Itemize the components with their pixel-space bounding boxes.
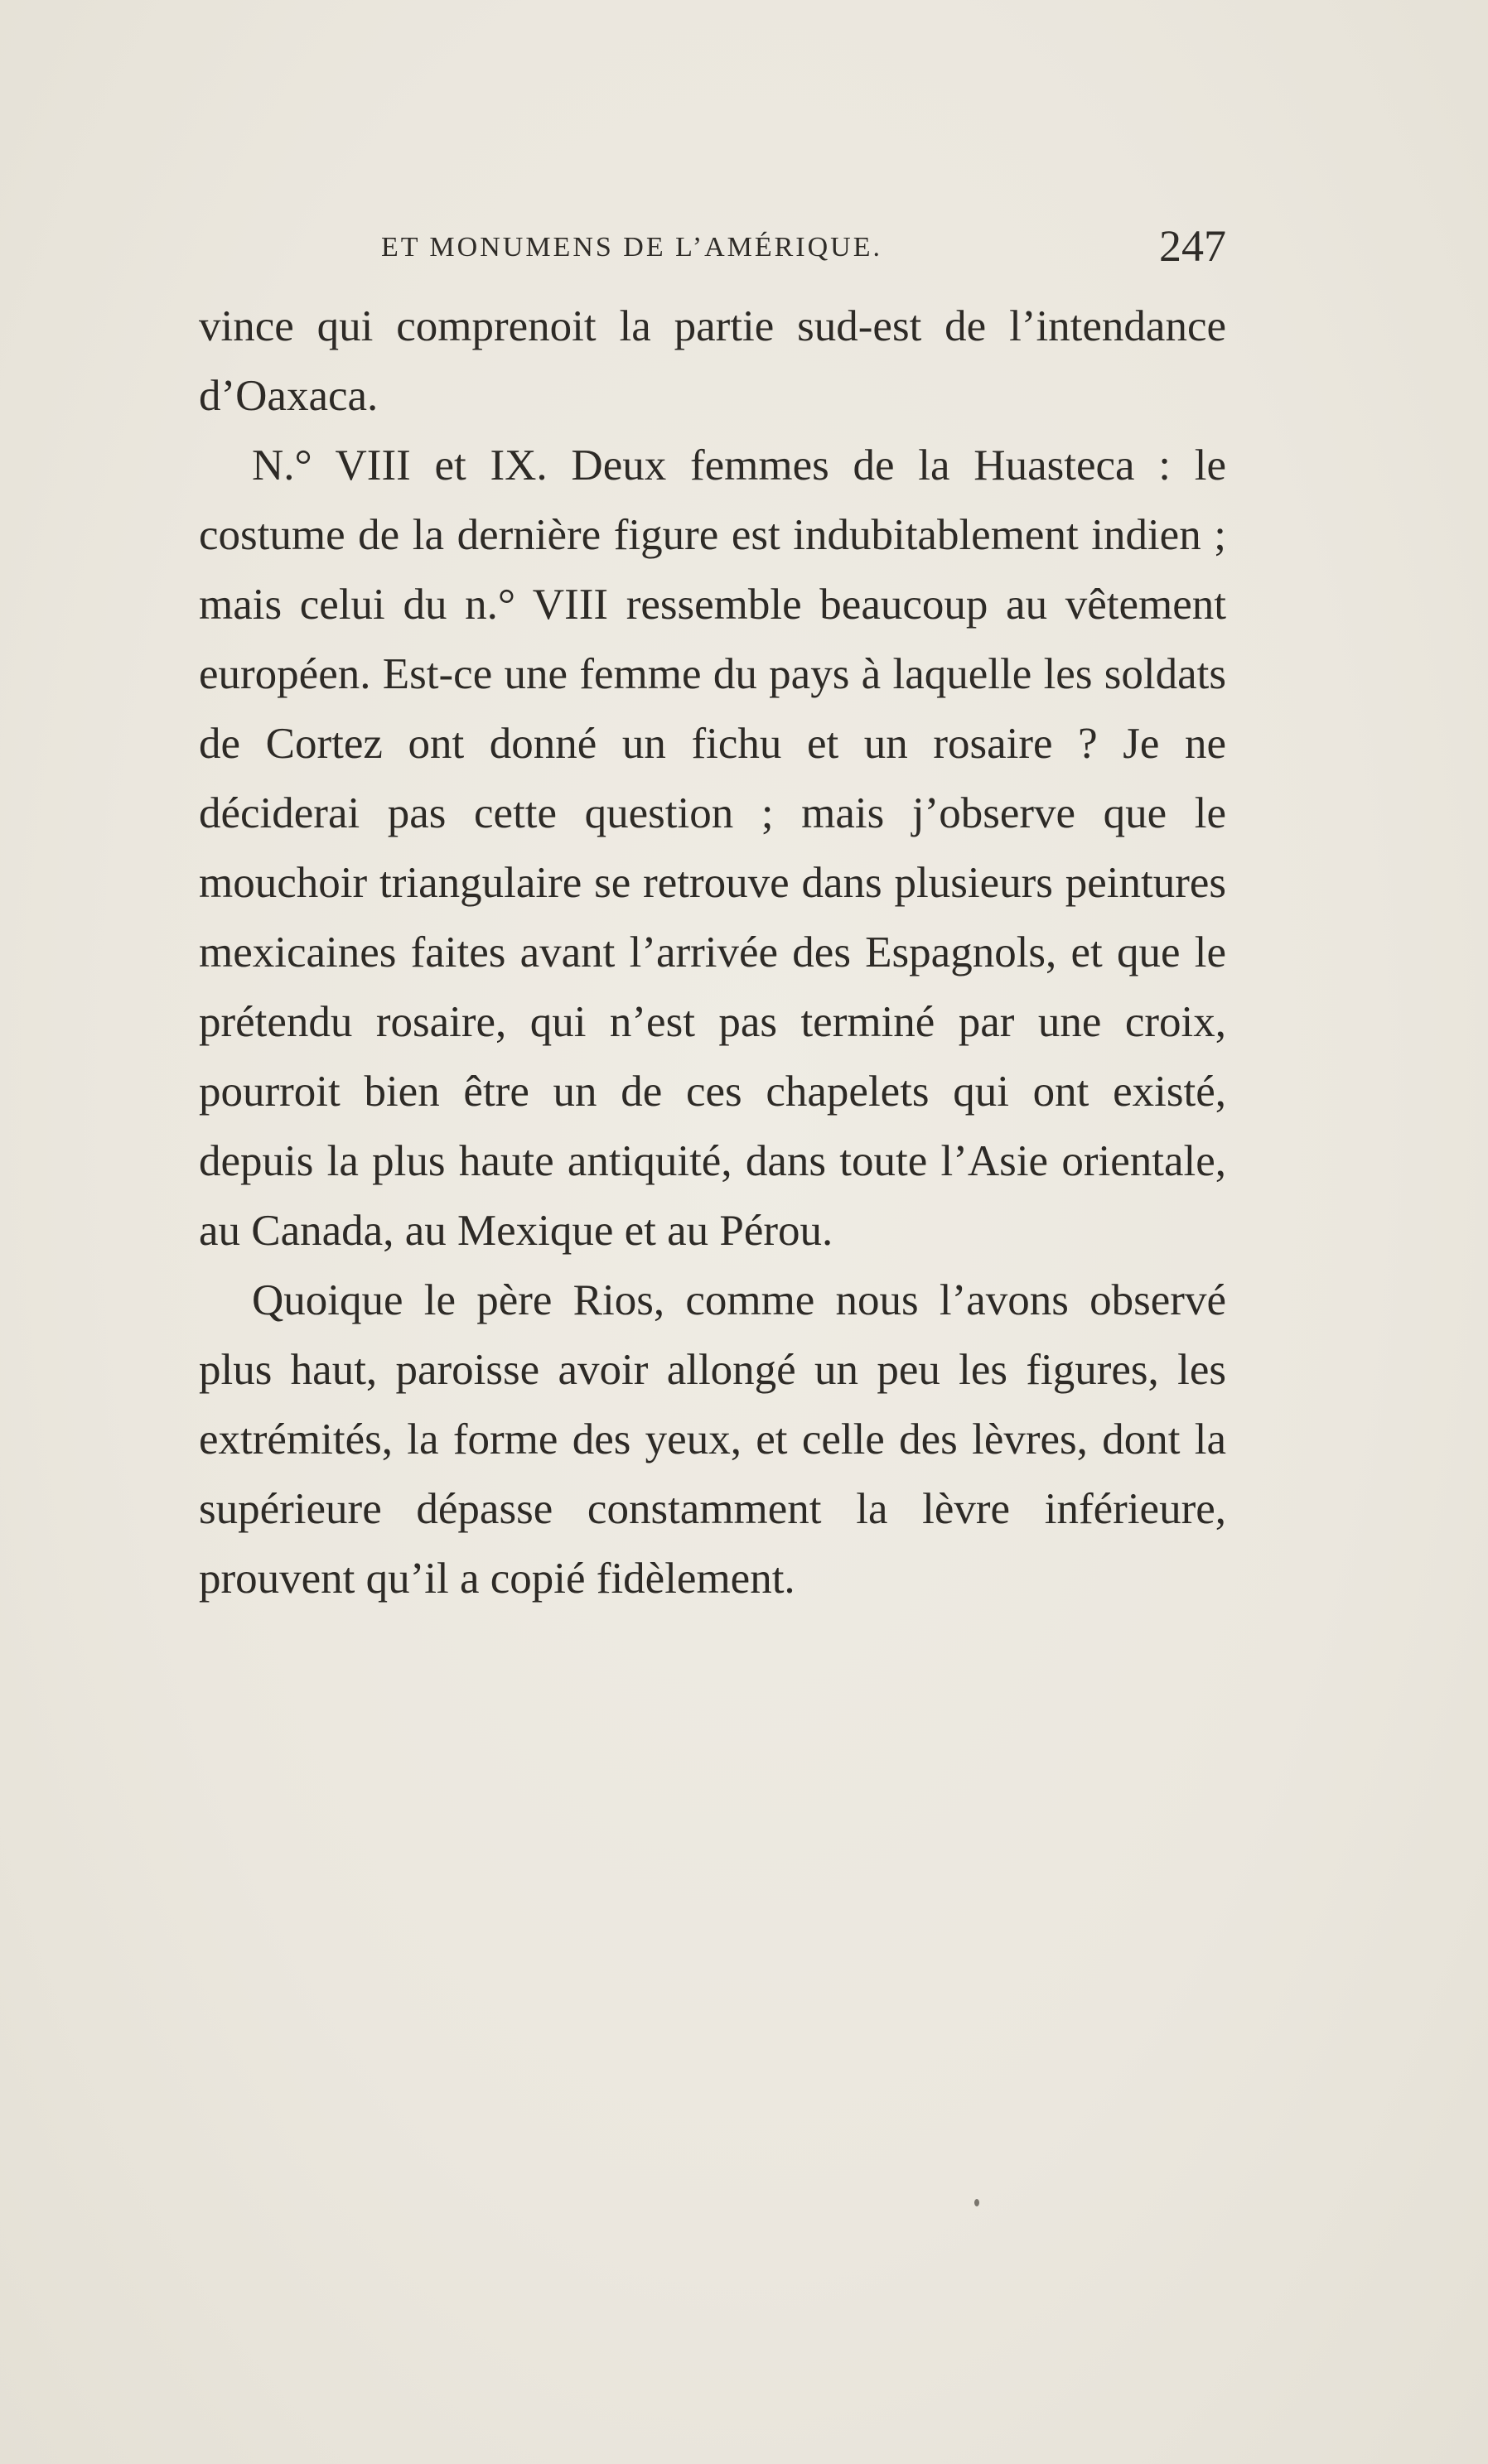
paragraph-huasteca: N.° VIII et IX. Deux femmes de la Huasteca : le costume de la dernière figure est indubitablement indien ; mais celui du n.° VIII ressemble beaucoup au vêtement européen. Est-ce une femme du pays à laquelle les soldats de Cortez ont donné un fichu et un rosaire ? Je ne déciderai pas cette question ; mais j’observe que le mouchoir triangulaire se retrouve dans plusieurs peintures mexicaines faites avant l’arrivée des Espagnols, et que le prétendu rosaire, qui n’est pas terminé par une croix, pourroit bien être un de ces chapelets qui ont existé, depuis la plus haute antiquité, dans toute l’Asie orientale, au Canada, au Mexique et au Pérou. [199, 441, 1226, 1255]
body-text [199, 292, 1226, 1613]
paragraph-rios: Quoique le père Rios, comme nous l’avons observé plus haut, paroisse avoir allongé un peu les figures, les extrémités, la forme des yeux, et celle des lèvres, dont la supérieure dépasse constamment la lèvre inférieure, prouvent qu’il a copié fidèlement. [199, 1276, 1226, 1603]
page-number: 247 [1159, 221, 1226, 271]
page-header [199, 221, 1226, 275]
paper-speck [974, 2199, 979, 2206]
paragraph-continuation: vince qui comprenoit la partie sud-est de l’intendance d’Oaxaca. [199, 302, 1226, 420]
running-title: ET MONUMENS DE L’AMÉRIQUE. [381, 232, 882, 263]
